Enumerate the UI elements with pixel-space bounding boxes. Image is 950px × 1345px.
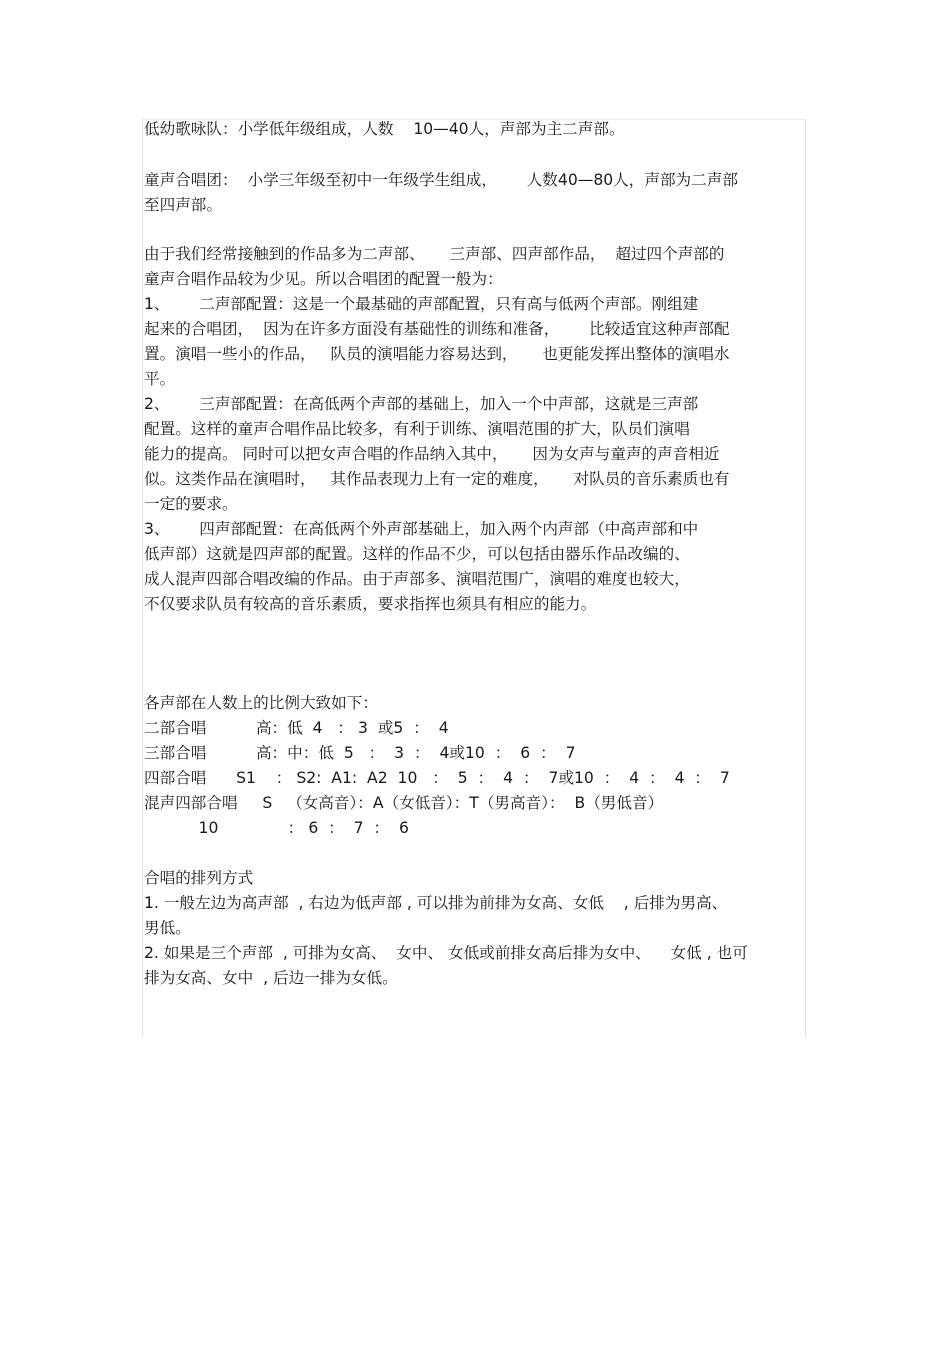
text-line: 童声合唱作品较为少见。所以合唱团的配置一般为： [144,270,503,288]
text-line: 成人混声四部合唱改编的作品。由于声部多、演唱范围广，演唱的难度也较大， [144,570,690,588]
text-line: 能力的提高。 同时可以把女声合唱的作品纳入其中， 因为女声与童声的声音相近 [144,445,720,463]
text-line: 各声部在人数上的比例大致如下： [144,694,378,712]
text-line: 配置。这样的童声合唱作品比较多，有利于训练、演唱范围的扩大，队员们演唱 [144,420,690,438]
text-line: 10 ： 6 ： 7 ： 6 [144,819,409,837]
text-line: 男低。 [144,919,191,937]
text-line: 四部合唱 S1 ： S2: A1: A2 10 ： 5 ： 4 ： 7或10 ： 4 ： 4 ： 7 [144,769,730,787]
text-line: 1、 二声部配置：这是一个最基础的声部配置，只有高与低两个声部。刚组建 [144,295,699,313]
text-line: 二部合唱 高：低 4 ： 3 或5 ： 4 [144,719,449,737]
text-line: 合唱的排列方式 [144,869,254,887]
text-line: 2、 三声部配置：在高低两个声部的基础上，加入一个中声部，这就是三声部 [144,395,699,413]
text-line: 3、 四声部配置：在高低两个外声部基础上，加入两个内声部（中高声部和中 [144,520,699,538]
text-line: 三部合唱 高：中：低 5 ： 3 ： 4或10 ： 6 ： 7 [144,744,576,762]
text-line: 低幼歌咏队：小学低年级组成，人数 10—40人，声部为主二声部。 [144,120,625,138]
text-line: 混声四部合唱 S （女高音）：A（女低音）：T（男高音）： B（男低音） [144,794,664,812]
text-line: 2. 如果是三个声部 , 可排为女高、 女中、 女低或前排女高后排为女中、 女低 , 也可 [144,944,748,962]
text-line: 由于我们经常接触到的作品多为二声部、 三声部、四声部作品， 超过四个声部的 [144,245,725,263]
text-line: 似。这类作品在演唱时， 其作品表现力上有一定的难度， 对队员的音乐素质也有 [144,470,730,488]
text-line: 至四声部。 [144,196,222,214]
text-line: 一定的要求。 [144,495,238,513]
text-line: 1. 一般左边为高声部 , 右边为低声部 , 可以排为前排为女高、女低 , 后排为男高、 [144,894,728,912]
text-line: 不仅要求队员有较高的音乐素质，要求指挥也须具有相应的能力。 [144,595,597,613]
text-line: 起来的合唱团， 因为在许多方面没有基础性的训练和准备， 比较适宜这种声部配 [144,320,730,338]
text-line: 排为女高、女中 , 后边一排为女低。 [144,969,398,987]
text-line: 平。 [144,370,176,388]
text-line: 童声合唱团： 小学三年级至初中一年级学生组成， 人数40—80人，声部为二声部 [144,171,738,189]
text-line: 置。演唱一些小的作品， 队员的演唱能力容易达到， 也更能发挥出整体的演唱水 [144,345,730,363]
text-line: 低声部）这就是四声部的配置。这样的作品不少，可以包括由器乐作品改编的、 [144,545,690,563]
